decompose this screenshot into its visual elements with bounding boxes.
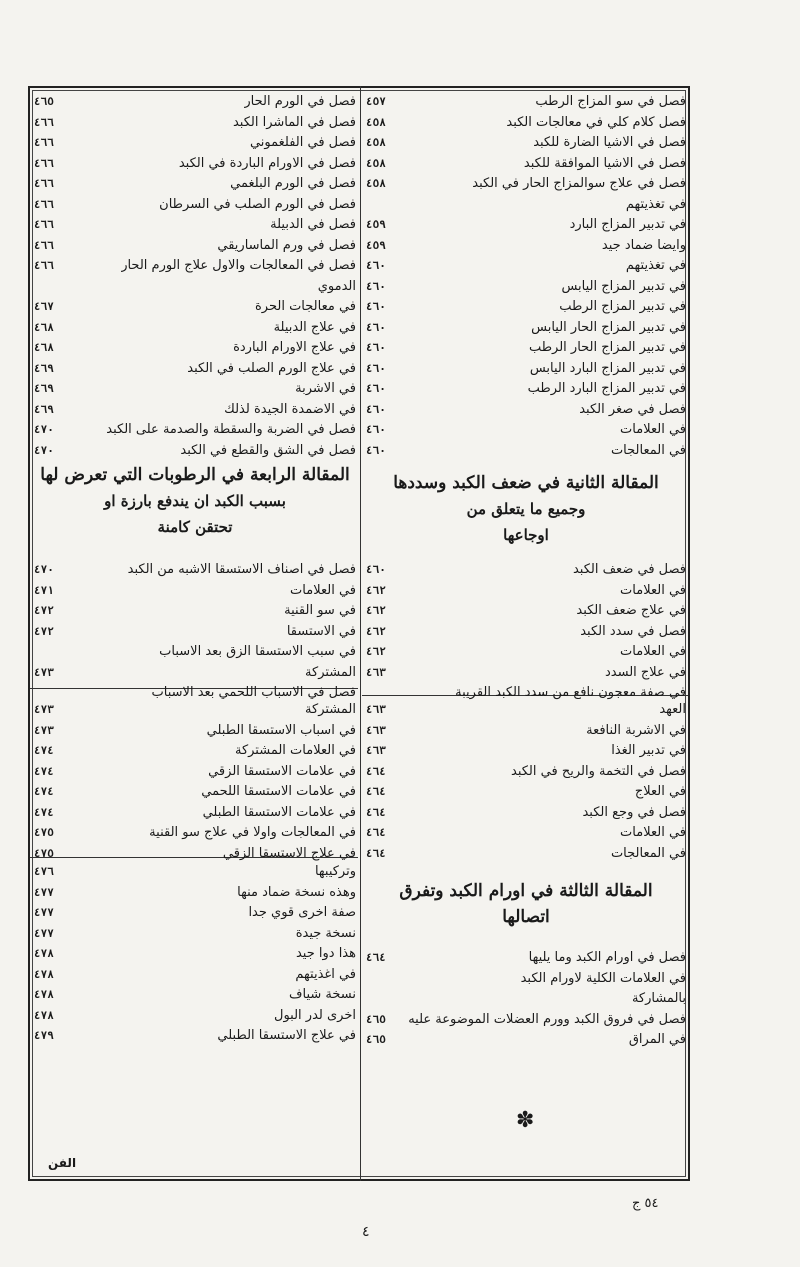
- toc-entry: [366, 560, 686, 581]
- toc-entry-title: في تدبير المزاج الرطب: [559, 299, 686, 314]
- toc-entry-title: في المعالجات واولا في علاج سو القنية: [149, 825, 356, 840]
- toc-entry: [366, 400, 686, 421]
- toc-entry-page: ٤٦٧: [34, 300, 54, 313]
- toc-entry-title: في العلامات المشتركة: [234, 743, 356, 758]
- toc-entry-title: في تدبير المزاج الحار الرطب: [528, 340, 686, 355]
- toc-entry: [34, 359, 356, 380]
- toc-entry-title: المشتركة: [305, 664, 356, 680]
- toc-list: [34, 700, 356, 864]
- toc-entry-page: ٤٦٣: [366, 703, 386, 716]
- toc-entry-title: فصل في سدد الكبد: [580, 623, 686, 639]
- toc-entry: [366, 601, 686, 622]
- toc-entry-title: في العلامات: [620, 422, 686, 437]
- toc-list: [366, 560, 686, 704]
- toc-entry-title: في العلامات: [620, 582, 686, 598]
- toc-entry: [34, 663, 356, 684]
- toc-entry-title: فصل في الشق والقطع في الكبد: [180, 442, 356, 458]
- toc-entry-title: فصل في صغر الكبد: [579, 401, 686, 417]
- toc-entry: [366, 420, 686, 441]
- toc-entry-title: في الاستسقا: [286, 623, 356, 639]
- toc-entry-page: ٤٦٤: [366, 764, 386, 778]
- toc-entry-title: في اغذيتهم: [295, 966, 356, 982]
- toc-entry-page: ٤٦٠: [366, 402, 386, 416]
- toc-entry-title: فصل في الماشرا الكبد: [232, 114, 356, 130]
- toc-entry: [34, 379, 356, 400]
- toc-entry: [34, 154, 356, 175]
- toc-entry: [366, 1030, 686, 1051]
- toc-entry: [366, 989, 686, 1010]
- toc-entry-page: ٤٦٢: [366, 604, 386, 617]
- toc-entry: [34, 113, 356, 134]
- toc-entry: [366, 782, 686, 803]
- toc-entry-title: فصل في اصناف الاستسقا الاشبه من الكبد: [127, 562, 356, 577]
- left-column-4: [34, 862, 356, 1047]
- toc-entry: [34, 195, 356, 216]
- left-column: [34, 92, 356, 461]
- toc-entry-page: ٤٦٩: [34, 402, 54, 416]
- toc-entry: [366, 174, 686, 195]
- left-column-2: [34, 560, 356, 704]
- toc-entry: [34, 1026, 356, 1047]
- toc-entry-title: فصل في الفلغموني: [249, 135, 356, 150]
- toc-entry-page: ٤٦٣: [366, 665, 386, 679]
- toc-entry: [34, 601, 356, 622]
- toc-entry-page: ٤٧٤: [34, 744, 54, 757]
- toc-entry-title: في تدبير الغذا: [611, 743, 686, 758]
- toc-entry: [34, 92, 356, 113]
- toc-entry: [34, 256, 356, 277]
- toc-entry-page: ٤٦٥: [366, 1033, 386, 1046]
- chapter-heading: تحتقن كامنة: [157, 518, 233, 536]
- left-heading-4: [34, 462, 356, 540]
- toc-entry-title: في المعالجات: [610, 442, 686, 458]
- toc-entry: [34, 844, 356, 865]
- toc-entry-title: فصل في الاشيا الموافقة للكبد: [523, 155, 686, 171]
- toc-entry-title: فصل في الضربة والسقطة والصدمة على الكبد: [106, 422, 356, 437]
- toc-entry-title: في تغذيتهم: [625, 258, 686, 273]
- chapter-heading: المقالة الرابعة في الرطوبات التي تعرض لها: [40, 465, 350, 485]
- toc-entry-page: ٤٧٥: [34, 846, 54, 860]
- toc-entry-title: فصل في الاسباب اللحمي بعد الاسباب: [151, 685, 356, 700]
- toc-entry: [366, 236, 686, 257]
- toc-entry: [34, 133, 356, 154]
- toc-entry-page: ٤٥٩: [366, 238, 386, 252]
- toc-entry-title: فصل في سو المزاج الرطب: [535, 94, 686, 109]
- toc-entry-title: في تغذيتهم: [625, 196, 686, 212]
- toc-entry: [366, 256, 686, 277]
- toc-entry: [34, 297, 356, 318]
- toc-entry-page: ٤٧٦: [34, 865, 54, 878]
- column-separator: [360, 86, 361, 1181]
- toc-entry: [366, 844, 686, 865]
- toc-entry: [34, 782, 356, 803]
- toc-entry-page: ٤٥٨: [366, 177, 386, 190]
- toc-entry: [366, 642, 686, 663]
- toc-entry: [34, 944, 356, 965]
- toc-entry-title: في صفة معجون نافع من سدد الكبد القريبة: [455, 685, 686, 700]
- toc-entry: [366, 441, 686, 462]
- toc-entry-title: فصل كلام كلي في معالجات الكبد: [506, 114, 686, 130]
- toc-list: [34, 92, 356, 461]
- chapter-heading: بسبب الكبد ان يندفع بارزة او: [104, 492, 286, 510]
- toc-entry-page: ٤٦٢: [366, 583, 386, 597]
- toc-entry-title: فصل في المعالجات والاول علاج الورم الحار: [121, 258, 356, 273]
- toc-entry-title: في علامات الاستسقا الطبلي: [202, 804, 356, 820]
- toc-entry: [366, 92, 686, 113]
- toc-entry-page: ٤٦٠: [366, 259, 386, 272]
- toc-entry-title: في العلامات: [620, 825, 686, 840]
- toc-entry-page: ٤٦٦: [34, 136, 54, 149]
- toc-entry-page: ٤٦٦: [34, 238, 54, 252]
- toc-entry-title: وتركيبها: [314, 864, 356, 879]
- toc-entry-title: فصل في الورم الحار: [244, 94, 356, 109]
- toc-entry-title: فصل في فروق الكبد وورم العضلات الموضوعة عليه: [408, 1011, 686, 1027]
- toc-entry: [34, 622, 356, 643]
- toc-list: [34, 862, 356, 1047]
- toc-entry: [34, 903, 356, 924]
- toc-entry-page: ٤٥٨: [366, 156, 386, 170]
- toc-entry: [34, 215, 356, 236]
- toc-entry-title: فصل في الورم البلغمي: [230, 176, 356, 191]
- toc-entry: [366, 741, 686, 762]
- toc-entry: [34, 700, 356, 721]
- toc-entry-page: ٤٦٩: [34, 382, 54, 395]
- toc-entry: [34, 1006, 356, 1027]
- toc-entry-title: في العلامات: [620, 644, 686, 659]
- toc-entry: [34, 560, 356, 581]
- toc-entry-title: وهذه نسخة ضماد منها: [237, 884, 356, 900]
- toc-entry-page: ٤٧٠: [34, 423, 54, 436]
- toc-entry-page: ٤٦٦: [34, 115, 54, 129]
- toc-entry-page: ٤٧٣: [34, 703, 54, 716]
- toc-entry-title: فصل في ضعف الكبد: [572, 562, 686, 577]
- toc-entry-title: في سبب الاستسقا الزق بعد الاسباب: [159, 644, 356, 659]
- toc-list: [366, 948, 686, 1051]
- toc-entry: [34, 441, 356, 462]
- toc-entry-title: هذا دوا جيد: [295, 946, 356, 961]
- toc-entry-title: فصل في الورم الصلب في السرطان: [159, 196, 356, 212]
- toc-entry-page: ٤٦٠: [366, 382, 386, 395]
- toc-entry-page: ٤٦٢: [366, 624, 386, 638]
- toc-entry-title: في تدبير المزاج اليابس: [561, 278, 686, 294]
- toc-entry: [366, 297, 686, 318]
- toc-entry-title: في الاضمدة الجيدة لذلك: [224, 401, 356, 417]
- toc-entry-title: فصل في الاشيا الضارة للكبد: [533, 135, 686, 150]
- toc-entry-page: ٤٧٥: [34, 826, 54, 839]
- toc-entry-title: فصل في الدبيلة: [270, 217, 356, 232]
- toc-entry-title: في علاج الاستسقا الزقي: [222, 845, 356, 861]
- toc-entry-page: ٤٦٠: [366, 361, 386, 375]
- toc-entry-title: في تدبير المزاج البارد اليابس: [529, 360, 686, 376]
- toc-entry: [366, 762, 686, 783]
- toc-entry: [366, 215, 686, 236]
- toc-entry: [34, 420, 356, 441]
- toc-entry-page: ٤٦٦: [34, 259, 54, 272]
- toc-entry-page: ٤٦٥: [366, 1012, 386, 1026]
- toc-entry-title: في الاشربة النافعة: [586, 722, 686, 738]
- toc-entry-title: نسخة شياف: [289, 987, 356, 1002]
- toc-entry-page: ٤٦٣: [366, 723, 386, 737]
- toc-entry-page: ٤٦٠: [366, 320, 386, 334]
- toc-entry: [366, 721, 686, 742]
- toc-entry-page: ٤٦٤: [366, 805, 386, 819]
- toc-entry: [34, 985, 356, 1006]
- toc-entry-page: ٤٦٦: [34, 218, 54, 231]
- toc-entry-page: ٤٧٣: [34, 723, 54, 737]
- toc-entry: [34, 277, 356, 298]
- toc-entry-title: بالمشاركة: [631, 991, 686, 1006]
- toc-entry-page: ٤٦٤: [366, 785, 386, 798]
- toc-entry: [34, 883, 356, 904]
- toc-list: [34, 560, 356, 704]
- toc-entry-page: ٤٥٨: [366, 136, 386, 149]
- toc-entry-title: العهد: [659, 702, 686, 717]
- toc-entry: [366, 338, 686, 359]
- right-column: [366, 92, 686, 461]
- toc-entry-page: ٤٧٧: [34, 926, 54, 940]
- toc-entry: [366, 133, 686, 154]
- toc-entry-title: فصل في وجع الكبد: [582, 804, 686, 820]
- toc-entry-title: فصل في ورم الماساريقي: [217, 237, 356, 253]
- toc-entry-title: في علاج الاستسقا الطبلي: [217, 1028, 356, 1043]
- toc-entry: [366, 823, 686, 844]
- toc-entry: [34, 741, 356, 762]
- toc-entry: [366, 803, 686, 824]
- toc-entry-title: في معالجات الحرة: [254, 299, 356, 314]
- toc-entry: [34, 174, 356, 195]
- toc-entry-page: ٤٧٤: [34, 764, 54, 778]
- catchword: الفن: [48, 1156, 77, 1170]
- right-column-4: [366, 948, 686, 1051]
- toc-entry-title: في العلاج: [634, 784, 686, 799]
- toc-entry: [366, 359, 686, 380]
- toc-entry-page: ٤٦٦: [34, 156, 54, 170]
- toc-entry: [366, 154, 686, 175]
- toc-entry-title: المشتركة: [305, 702, 356, 717]
- toc-entry-title: صفة اخرى قوي جدا: [248, 905, 356, 920]
- toc-list: [366, 92, 686, 461]
- toc-list: [366, 700, 686, 864]
- chapter-heading: اوجاعها: [503, 526, 549, 544]
- toc-entry: [34, 642, 356, 663]
- toc-entry: [34, 823, 356, 844]
- toc-entry-page: ٤٦٠: [366, 300, 386, 313]
- toc-entry-page: ٤٦٠: [366, 341, 386, 354]
- toc-entry-page: ٤٦٦: [34, 177, 54, 190]
- toc-entry: [34, 721, 356, 742]
- toc-entry: [34, 762, 356, 783]
- toc-entry: [366, 948, 686, 969]
- toc-entry-page: ٤٧٢: [34, 624, 54, 638]
- toc-entry: [366, 195, 686, 216]
- toc-entry-page: ٤٧٠: [34, 563, 54, 576]
- toc-entry-page: ٤٧٠: [34, 443, 54, 457]
- toc-entry: [34, 338, 356, 359]
- toc-entry-title: اخرى لدر البول: [274, 1007, 356, 1023]
- ornament-icon: ✽: [516, 1108, 535, 1133]
- toc-entry-title: في المراق: [628, 1032, 686, 1047]
- toc-entry-page: ٤٧٨: [34, 1008, 54, 1022]
- toc-entry-title: فصل في علاج سوالمزاج الحار في الكبد: [472, 176, 686, 191]
- toc-entry-title: في تدبير المزاج البارد الرطب: [527, 381, 686, 396]
- toc-entry-page: ٤٧٣: [34, 665, 54, 679]
- toc-entry-title: في تدبير المزاج الحار اليابس: [531, 319, 686, 335]
- toc-entry-page: ٤٧١: [34, 583, 54, 597]
- chapter-heading: وجميع ما يتعلق من: [466, 500, 586, 518]
- toc-entry-page: ٤٦٠: [366, 563, 386, 576]
- toc-entry-title: فصل في اورام الكبد وما يليها: [528, 950, 686, 965]
- toc-entry: [34, 924, 356, 945]
- right-column-2: [366, 560, 686, 704]
- toc-entry: [34, 581, 356, 602]
- toc-entry: [366, 969, 686, 990]
- toc-entry-page: ٤٧٨: [34, 967, 54, 981]
- toc-entry-title: نسخة جيدة: [295, 925, 356, 941]
- toc-entry-title: فصل في الاورام الباردة في الكبد: [178, 155, 356, 171]
- toc-entry-title: في علامات الاستسقا اللحمي: [201, 784, 356, 799]
- right-column-3: [366, 700, 686, 864]
- page-marker: ٥٤ ج: [632, 1196, 659, 1211]
- toc-entry-page: ٤٦٤: [366, 846, 386, 860]
- toc-entry-title: في المعالجات: [610, 845, 686, 861]
- toc-entry: [366, 318, 686, 339]
- toc-entry-page: ٤٦٩: [34, 361, 54, 375]
- toc-entry: [34, 862, 356, 883]
- toc-entry-page: ٤٧٢: [34, 604, 54, 617]
- toc-entry-page: ٤٦٤: [366, 951, 386, 964]
- toc-entry-page: ٤٦٦: [34, 197, 54, 211]
- page-number: ٤: [362, 1224, 370, 1240]
- toc-entry: [366, 581, 686, 602]
- toc-entry: [34, 965, 356, 986]
- toc-entry-title: في علاج السدد: [604, 664, 686, 680]
- toc-entry-title: في علاج الدبيلة: [273, 319, 356, 335]
- toc-entry-title: في تدبير المزاج البارد: [569, 217, 686, 232]
- toc-entry-page: ٤٦٠: [366, 423, 386, 436]
- toc-entry-page: ٤٦٠: [366, 279, 386, 293]
- toc-entry-page: ٤٦٥: [34, 95, 54, 108]
- toc-entry-page: ٤٦٣: [366, 744, 386, 757]
- toc-entry-page: ٤٥٨: [366, 115, 386, 129]
- left-column-3: [34, 700, 356, 864]
- toc-entry-page: ٤٧٤: [34, 805, 54, 819]
- toc-entry-title: في علاج الورم الصلب في الكبد: [187, 360, 356, 376]
- toc-entry-page: ٤٦٤: [366, 826, 386, 839]
- toc-entry-title: في اسباب الاستسقا الطبلي: [206, 722, 356, 738]
- toc-entry: [34, 400, 356, 421]
- toc-entry-title: وايضا ضماد جيد: [601, 237, 686, 253]
- toc-entry-title: فصل في التخمة والريح في الكبد: [511, 763, 686, 779]
- toc-entry-page: ٤٧٨: [34, 988, 54, 1001]
- toc-entry: [366, 1010, 686, 1031]
- toc-entry-title: الدموي: [317, 278, 356, 294]
- right-heading-2: [366, 470, 686, 548]
- toc-entry-page: ٤٦٢: [366, 645, 386, 658]
- toc-entry-title: في علاج ضعف الكبد: [576, 603, 686, 618]
- toc-entry: [366, 622, 686, 643]
- toc-entry: [366, 113, 686, 134]
- toc-entry-page: ٤٧٩: [34, 1029, 54, 1042]
- toc-entry-page: ٤٦٨: [34, 320, 54, 334]
- chapter-heading: المقالة الثالثة في اورام الكبد وتفرق: [399, 881, 653, 901]
- right-heading-3: [366, 878, 686, 930]
- toc-entry-title: في العلامات الكلية لاورام الكبد: [520, 970, 686, 986]
- toc-entry-title: في سو القنية: [284, 603, 356, 618]
- toc-entry: [366, 663, 686, 684]
- toc-entry: [34, 803, 356, 824]
- toc-entry-page: ٤٦٠: [366, 443, 386, 457]
- toc-entry: [366, 277, 686, 298]
- toc-entry-title: في العلامات: [290, 582, 356, 598]
- toc-entry: [34, 236, 356, 257]
- toc-entry-page: ٤٦٨: [34, 341, 54, 354]
- chapter-heading: اتصالها: [502, 907, 550, 927]
- toc-entry: [366, 700, 686, 721]
- toc-entry: [34, 318, 356, 339]
- toc-entry-page: ٤٧٨: [34, 947, 54, 960]
- toc-entry-title: في الاشربة: [295, 381, 356, 396]
- chapter-heading: المقالة الثانية في ضعف الكبد وسددها: [393, 473, 659, 493]
- toc-entry-title: في علاج الاورام الباردة: [233, 340, 356, 355]
- toc-entry-page: ٤٥٧: [366, 95, 386, 108]
- toc-entry-page: ٤٧٧: [34, 885, 54, 899]
- toc-entry-page: ٤٧٤: [34, 785, 54, 798]
- toc-entry-page: ٤٧٧: [34, 906, 54, 919]
- toc-entry-title: في علامات الاستسقا الزقي: [208, 763, 356, 779]
- toc-entry-page: ٤٥٩: [366, 218, 386, 231]
- toc-entry: [366, 379, 686, 400]
